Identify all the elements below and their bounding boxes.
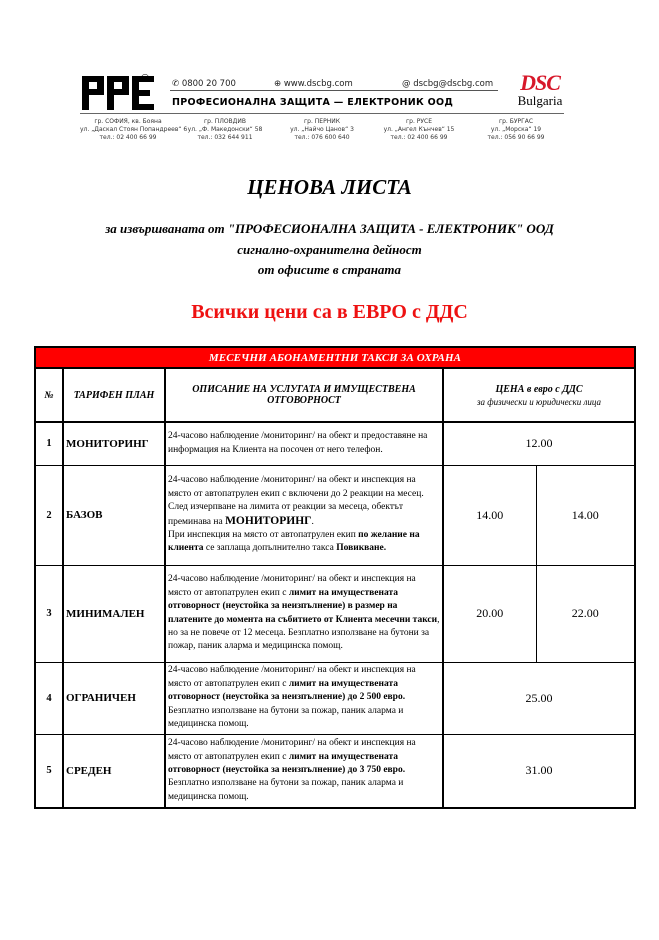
globe-icon: ⊕ (274, 79, 282, 89)
header-price (443, 368, 635, 422)
website-link[interactable]: ⊕ www.dscbg.com (274, 79, 353, 89)
subtitle-line-2: сигнално-охранителна дейност (237, 242, 422, 257)
dsc-logo-subtitle: Bulgaria (517, 93, 563, 108)
office-ruse: гр. РУСЕ ул. „Ангел Кънчев“ 15 тел.: 02 400 66 99 (383, 118, 455, 141)
header-divider (80, 113, 564, 114)
table-row (35, 734, 635, 808)
dsc-logo-mark: DSC (520, 70, 560, 95)
row-plan: БАЗОВ (63, 465, 165, 565)
phone-icon: ✆ (172, 79, 180, 89)
registered-mark: ® (141, 73, 150, 85)
row-num: 2 (35, 465, 63, 565)
table-row (35, 662, 635, 734)
currency-note: Всички цени са в ЕВРО с ДДС (191, 301, 468, 323)
row-num: 5 (35, 734, 63, 808)
document-title: ЦЕНОВА ЛИСТА (247, 175, 412, 199)
row-description: 24-часово наблюдение /мониторинг/ на обект и инспекция на място от автопатрулен екип с лимит на имуществената отговорност (неустойка за неизпълнение) до 3 750 евро. Безплатно използване на бутони за пожар, паник аларма и медицинска помощ. (165, 734, 443, 808)
row-price-individual: 20.00 (443, 565, 536, 662)
office-pernik: гр. ПЕРНИК ул. „Найчо Цанов“ 3 тел.: 076 600 640 (290, 118, 354, 141)
row-description: 24-часово наблюдение /мониторинг/ на обект и инспекция на място от автопатрулен екип с лимит на имуществената отговорност (неустойка за неизпълнение) до 2 500 евро. Безплатно използване на бутони за пожар, паник аларма и медицинска помощ. (165, 662, 443, 734)
row-num: 3 (35, 565, 63, 662)
row-price-individual: 14.00 (443, 465, 536, 565)
header-divider-top (170, 90, 498, 91)
office-list (80, 118, 564, 142)
table-row (35, 465, 635, 565)
header-price-title: ЦЕНА в евро с ДДС (495, 383, 583, 395)
row-price: 12.00 (443, 422, 635, 465)
row-description: 24-часово наблюдение /мониторинг/ на обект и предоставяне на информация на Клиента на посочен от него телефон. (165, 422, 443, 465)
table-header-row (35, 368, 635, 422)
row-plan: СРЕДЕН (63, 734, 165, 808)
header-description: ОПИСАНИЕ НА УСЛУГАТА И ИМУЩЕСТВЕНА ОТГОВОРНОСТ (165, 368, 443, 422)
phone-contact[interactable]: ✆ 0800 20 700 (172, 79, 236, 89)
office-plovdiv: гр. ПЛОВДИВ ул. „Ф. Македонски“ 58 тел.: 032 644 911 (187, 118, 263, 141)
row-description: 24-часово наблюдение /мониторинг/ на обект и инспекция на място от автопатрулен екип с включени до 2 реакции на месец. След изчерпване на лимита от реакции за месеца, обектът преминава на МОНИТОРИНГ. При инспекция на място от автопатрулен екип по желание на клиента се заплаща допълнително такса Повикване. (165, 465, 443, 565)
header-price-subtitle: за физически и юридически лица (476, 396, 602, 407)
row-description: 24-часово наблюдение /мониторинг/ на обект и инспекция на място от автопатрулен екип с лимит на имуществената отговорност (неустойка за неизпълнение) в размер на платените до момента на събитието от Клиента месечни такси, но за не повече от 12 месеца. Безплатно използване на бутони за пожар, паник аларма и медицинска помощ. (165, 565, 443, 662)
row-plan: ОГРАНИЧЕН (63, 662, 165, 734)
dsc-bulgaria-logo (505, 70, 575, 108)
email-link[interactable]: @ dscbg@dscbg.com (402, 79, 494, 89)
row-price: 25.00 (443, 662, 635, 734)
subtitle-line-3: от офисите в страната (257, 262, 402, 277)
header-plan: ТАРИФЕН ПЛАН (63, 368, 165, 422)
subtitle-line-1: за извършваната от "ПРОФЕСИОНАЛНА ЗАЩИТА - ЕЛЕКТРОНИК" ООД (105, 221, 554, 236)
email-icon: @ (402, 79, 411, 89)
row-price-legal: 14.00 (536, 465, 635, 565)
company-name: ПРОФЕСИОНАЛНА ЗАЩИТА — ЕЛЕКТРОНИК ООД (172, 97, 454, 108)
header-num: № (35, 368, 63, 422)
row-price: 31.00 (443, 734, 635, 808)
table-band-title: МЕСЕЧНИ АБОНАМЕНТНИ ТАКСИ ЗА ОХРАНА (35, 347, 635, 368)
row-num: 1 (35, 422, 63, 465)
row-plan: МИНИМАЛЕН (63, 565, 165, 662)
table-row (35, 565, 635, 662)
table-row (35, 422, 635, 465)
price-table (34, 346, 636, 809)
row-plan: МОНИТОРИНГ (63, 422, 165, 465)
row-num: 4 (35, 662, 63, 734)
office-sofia: гр. СОФИЯ, кв. Бояна ул. „Даскал Стоян Попандреев“ 6 тел.: 02 400 66 99 (80, 118, 188, 141)
office-burgas: гр. БУРГАС ул. „Морска“ 19 тел.: 056 90 66 99 (487, 118, 545, 141)
row-price-legal: 22.00 (536, 565, 635, 662)
